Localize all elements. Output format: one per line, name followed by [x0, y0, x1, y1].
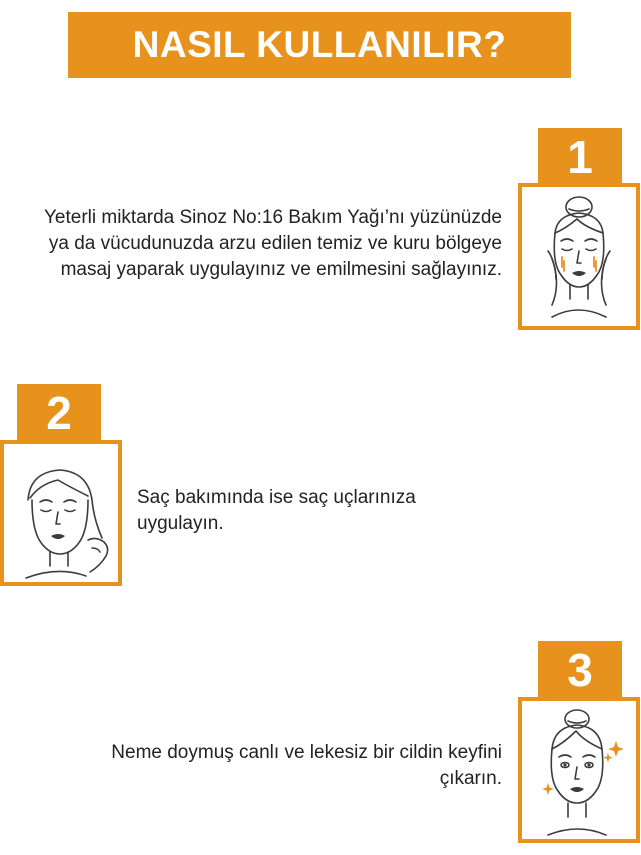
- step-3-illustration-frame: [518, 697, 640, 843]
- step-3-number-badge: 3: [538, 641, 622, 699]
- hair-care-icon: [4, 444, 118, 582]
- step-1-illustration-frame: [518, 183, 640, 330]
- title-banner: [68, 12, 571, 78]
- glowing-skin-icon: [522, 701, 636, 839]
- face-massage-icon: [522, 187, 636, 326]
- step-2-number-badge: 2: [17, 384, 101, 442]
- step-3-text: Neme doymuş canlı ve lekesiz bir cildin keyfini çıkarın.: [111, 742, 502, 789]
- page-title: NASIL KULLANILIR?: [132, 24, 507, 65]
- step-2-illustration-frame: [0, 440, 122, 586]
- step-1-number-badge: 1: [538, 128, 622, 186]
- step-2-text: Saç bakımında ise saç uçlarınıza uygulayın.: [137, 487, 416, 534]
- step-1-text: Yeterli miktarda Sinoz No:16 Bakım Yağı’nı yüzünüzde ya da vücudunuzda arzu edilen temiz ve kuru bölgeye masaj yaparak uygulayınız ve emilmesini sağlayınız.: [43, 207, 502, 280]
